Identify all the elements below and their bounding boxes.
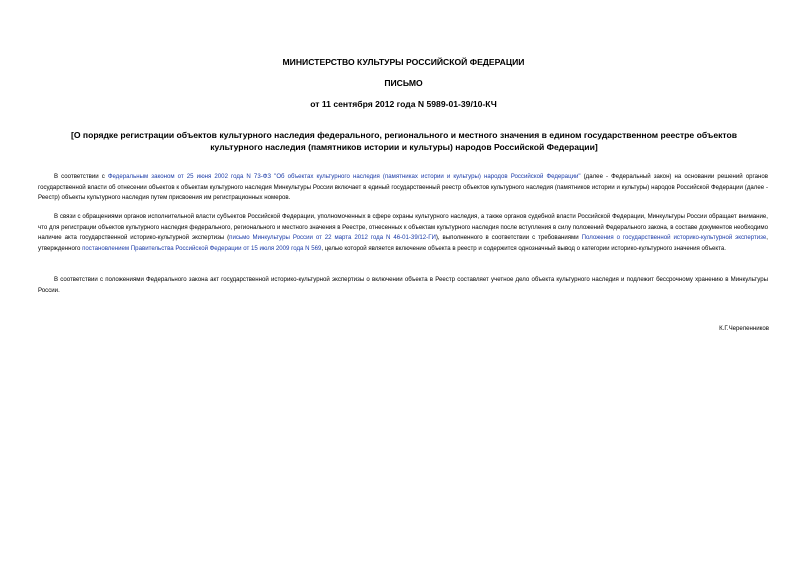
document-type: ПИСЬМО: [384, 78, 423, 88]
paragraph-2-text-d: , целью которой является включение объекта в реестр и содержится однозначный вывод о категории историко-культурного значения объекта.: [321, 244, 726, 252]
paragraph-3: [38, 275, 768, 296]
paragraph-1: [38, 172, 768, 204]
paragraph-2-text-a: В связи с обращениями органов исполнительной власти субъектов Российской Федерации, уполномоченных в сфере охраны культурного наследия, а также органов судебной власти Российской Федерации, Минкультуры России обращает внимание, что для регистрации объектов культурного наследия федерального, регионального и местного значения в Реестре, отнесенных к объектам культурного наследия после вступления в силу положений Федерального закона, в составе документов необходимо наличие акта государственной историко-культурной экспертизы (: [38, 213, 768, 242]
federal-law-link[interactable]: Федеральным законом от 25 июня 2002 года N 73-ФЗ "Об объектах культурного наследия (памятниках истории и культуры) народов Российской Федерации": [107, 173, 581, 180]
government-decree-link[interactable]: постановлением Правительства Российской Федерации от 15 июля 2009 года N 569: [82, 244, 322, 252]
ministry-letter-link[interactable]: письмо Минкультуры России от 22 марта 2012 года N 46-01-39/12-ГИ: [229, 234, 436, 242]
issuer-heading: МИНИСТЕРСТВО КУЛЬТУРЫ РОССИЙСКОЙ ФЕДЕРАЦИИ: [282, 57, 525, 67]
paragraph-2-text-b: ), выполненного в соответствии с требованиями: [435, 234, 582, 242]
paragraph-2-text-c: , утвержденного: [38, 234, 768, 252]
paragraph-2: [38, 212, 768, 254]
document-number-date: от 11 сентября 2012 года N 5989-01-39/10-КЧ: [310, 99, 497, 109]
paragraph-1-text-b: (далее - Федеральный закон) на основании решений органов государственной власти об отнесении объектов к объектам культурного наследия Минкультуры России включает в единый государственный реестр объектов культурного наследия (памятников истории и культуры) народов Российской Федерации (далее - Реестр) объекты культурного наследия путем присвоения им регистрационных номеров.: [38, 173, 769, 202]
document-title: [О порядке регистрации объектов культурного наследия федерального, регионального и местного значения в едином государственном реестре объектов культурного наследия (памятников истории и культуры) народов Российской Федерации]: [70, 130, 738, 152]
expertise-regulation-link[interactable]: Положения о государственной историко-культурной экспертизе: [581, 234, 767, 242]
paragraph-1-text-a: В соответствии с: [54, 173, 108, 180]
signature: К.Г.Черепенников: [719, 325, 769, 332]
paragraph-3-text: В соответствии с положениями Федерального закона акт государственной историко-культурной экспертизы о включении объекта в Реестр составляет учетное дело объекта культурного наследия и подлежит бессрочному хранению в Минкультуры России.: [38, 276, 768, 294]
